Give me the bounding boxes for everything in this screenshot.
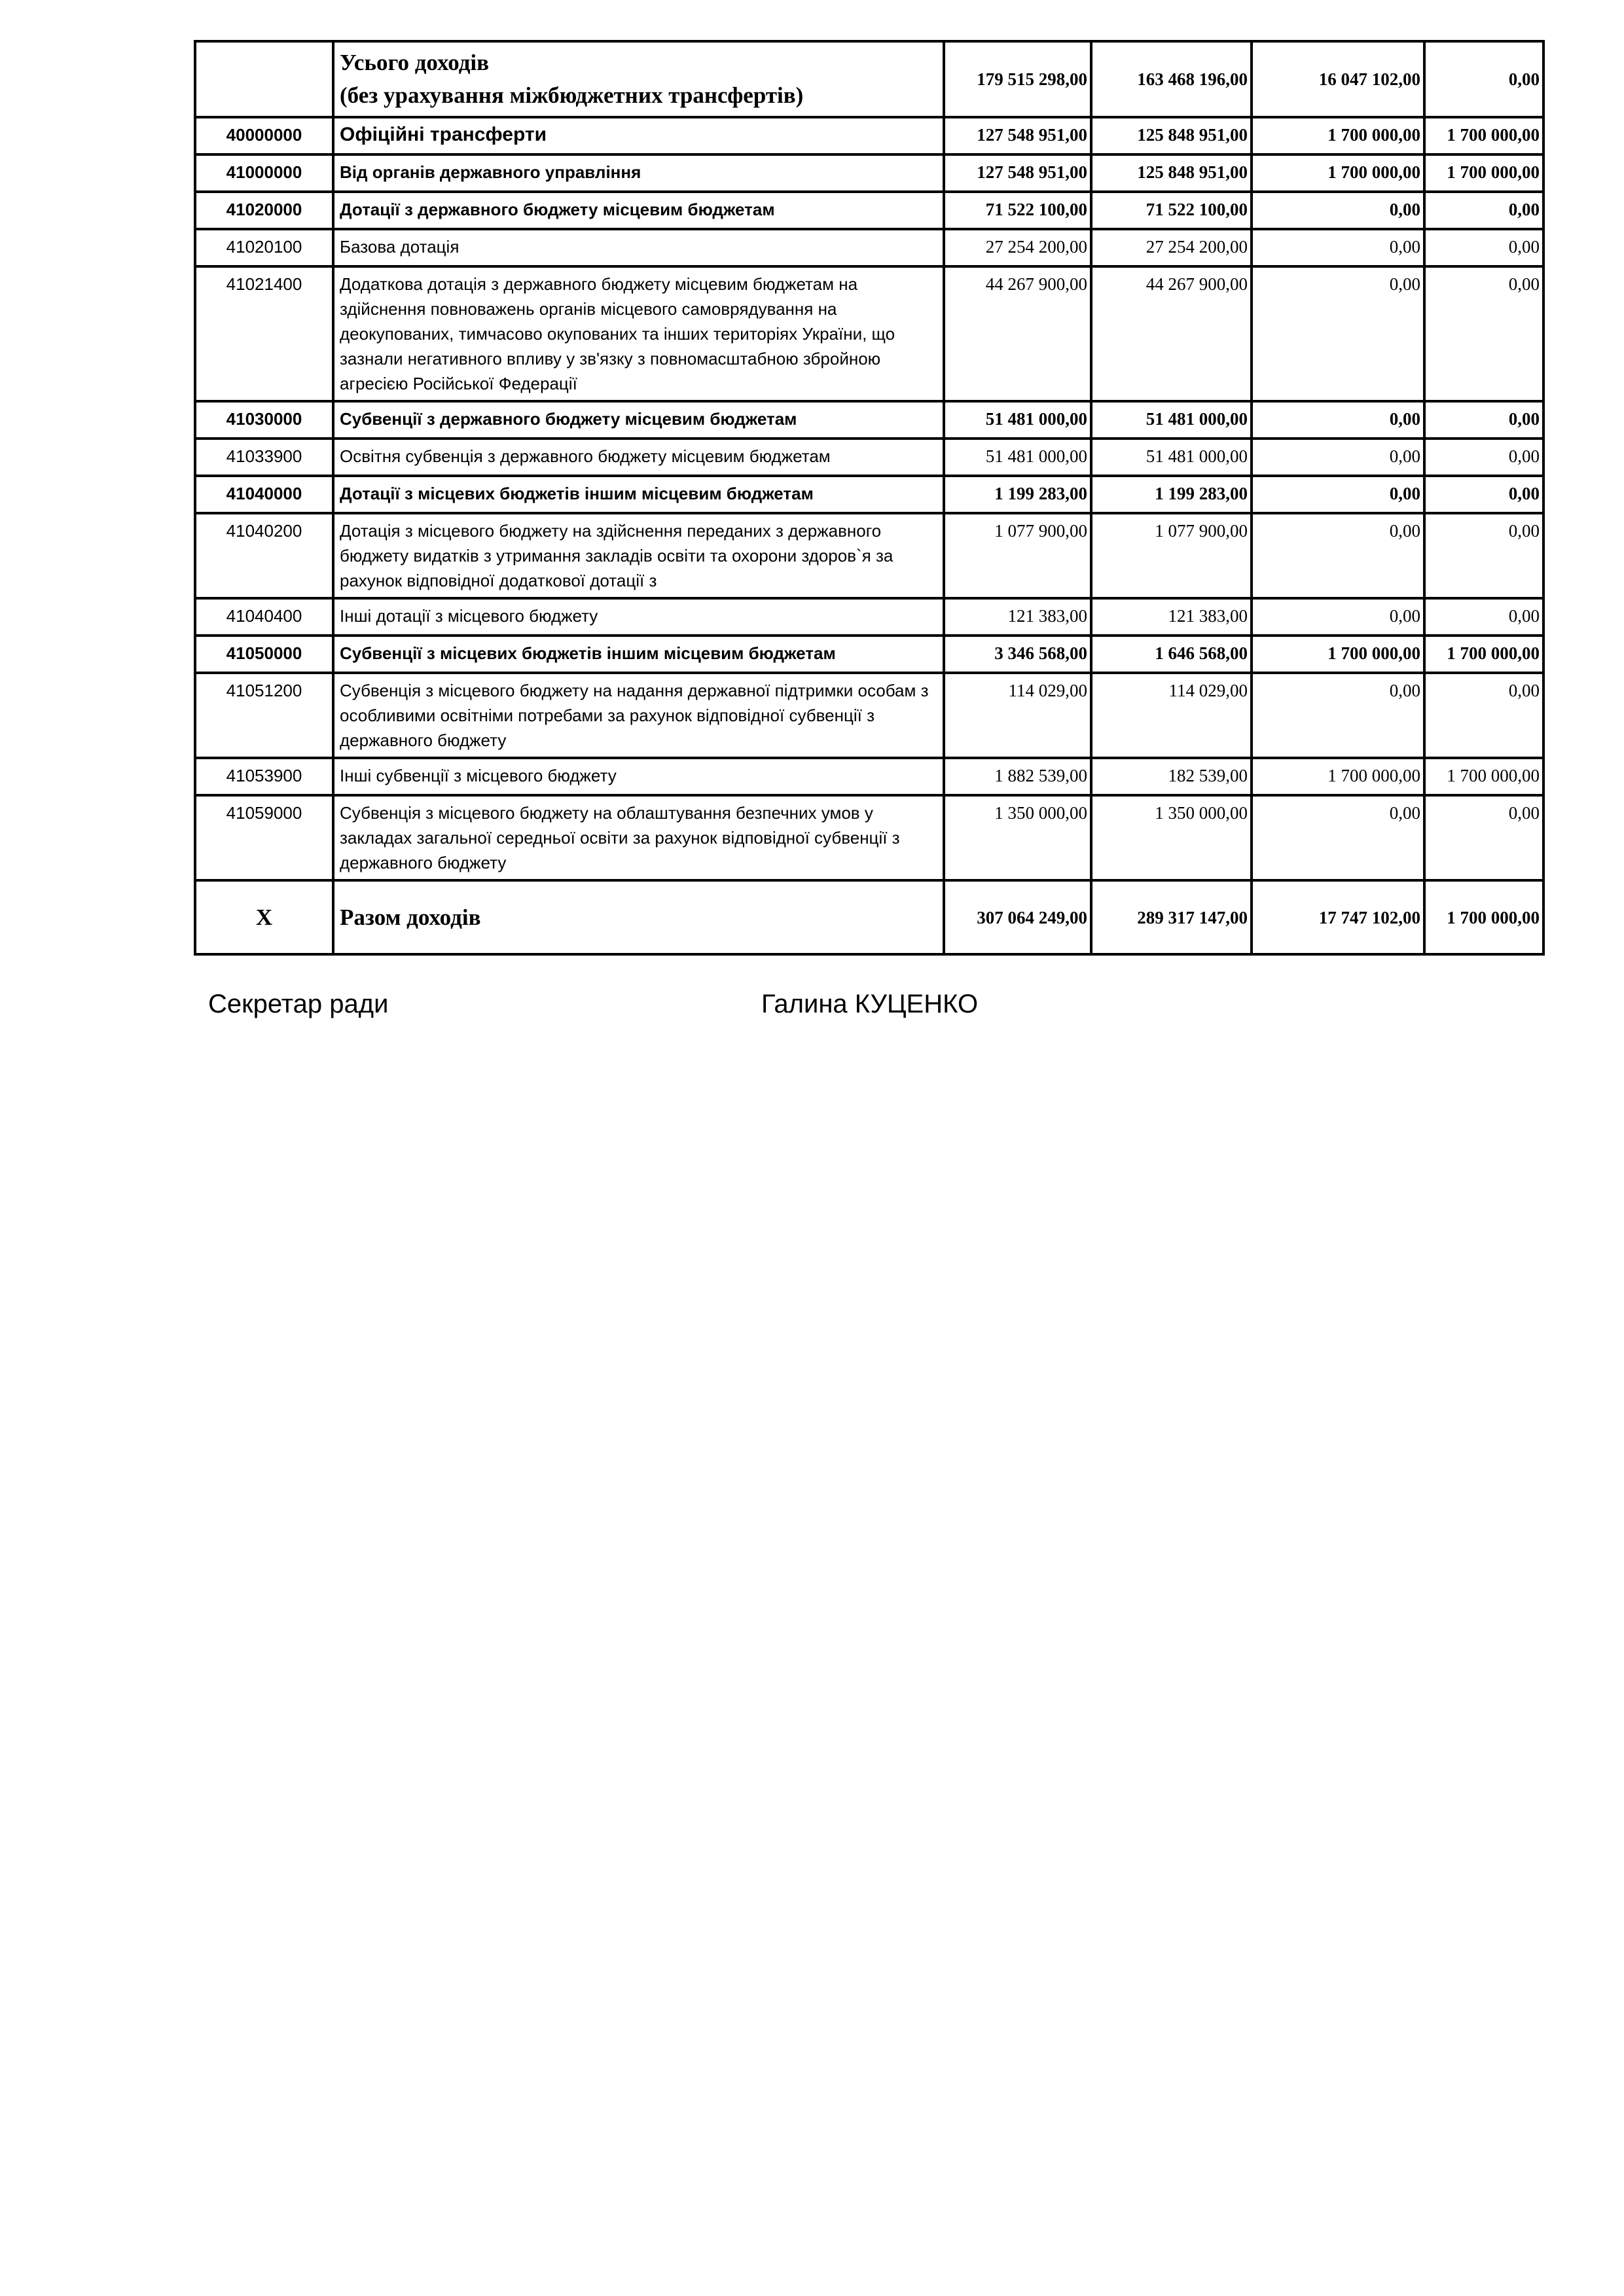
row-special-fund: 0,00	[1252, 513, 1424, 598]
row-special-fund: 1 700 000,00	[1252, 758, 1424, 795]
row-special-fund: 1 700 000,00	[1252, 154, 1424, 192]
row-general-fund: 1 646 568,00	[1091, 636, 1252, 673]
row-special-fund: 0,00	[1252, 476, 1424, 513]
row-name: Офіційні трансферти	[333, 117, 944, 154]
row-name-line1: Усього доходів	[340, 50, 490, 75]
row-total: 114 029,00	[944, 673, 1091, 758]
row-special-fund: 17 747 102,00	[1252, 880, 1424, 954]
row-general-fund: 125 848 951,00	[1091, 154, 1252, 192]
row-total: 307 064 249,00	[944, 880, 1091, 954]
row-code: 41021400	[195, 266, 333, 401]
row-name-line2: (без урахування міжбюджетних трансфертів)	[340, 82, 804, 108]
row-special-fund: 0,00	[1252, 266, 1424, 401]
row-total: 44 267 900,00	[944, 266, 1091, 401]
table-row	[195, 439, 1543, 476]
row-special-fund: 1 700 000,00	[1252, 117, 1424, 154]
signature-name: Галина КУЦЕНКО	[761, 990, 979, 1018]
row-development-budget: 1 700 000,00	[1424, 636, 1543, 673]
row-name: Дотації з місцевих бюджетів іншим місцевим бюджетам	[333, 476, 944, 513]
table-row	[195, 673, 1543, 758]
row-general-fund: 1 077 900,00	[1091, 513, 1252, 598]
row-code: 41030000	[195, 401, 333, 439]
row-general-fund: 51 481 000,00	[1091, 401, 1252, 439]
row-development-budget: 0,00	[1424, 795, 1543, 880]
row-special-fund: 0,00	[1252, 598, 1424, 636]
row-code: 41040400	[195, 598, 333, 636]
row-general-fund: 163 468 196,00	[1091, 41, 1252, 117]
row-name: Субвенція з місцевого бюджету на надання державної підтримки особам з особливими освітніми потребами за рахунок відповідної субвенції з державного бюджету	[333, 673, 944, 758]
table-row	[195, 192, 1543, 229]
row-name: Від органів державного управління	[333, 154, 944, 192]
row-total: 121 383,00	[944, 598, 1091, 636]
table-row	[195, 229, 1543, 266]
row-general-fund: 1 199 283,00	[1091, 476, 1252, 513]
row-code: 41053900	[195, 758, 333, 795]
row-development-budget: 0,00	[1424, 476, 1543, 513]
row-general-fund: 121 383,00	[1091, 598, 1252, 636]
row-total: 51 481 000,00	[944, 439, 1091, 476]
table-row	[195, 636, 1543, 673]
row-general-fund: 125 848 951,00	[1091, 117, 1252, 154]
row-name: Субвенції з місцевих бюджетів іншим місцевим бюджетам	[333, 636, 944, 673]
row-code: 41051200	[195, 673, 333, 758]
row-development-budget: 0,00	[1424, 401, 1543, 439]
row-name: Субвенція з місцевого бюджету на облаштування безпечних умов у закладах загальної середньої освіти за рахунок відповідної субвенції з державного бюджету	[333, 795, 944, 880]
row-code: 40000000	[195, 117, 333, 154]
table-row	[195, 598, 1543, 636]
row-development-budget: 0,00	[1424, 41, 1543, 117]
row-special-fund: 0,00	[1252, 795, 1424, 880]
row-code: 41059000	[195, 795, 333, 880]
row-development-budget: 0,00	[1424, 513, 1543, 598]
row-total: 1 199 283,00	[944, 476, 1091, 513]
row-development-budget: 0,00	[1424, 229, 1543, 266]
row-code: 41000000	[195, 154, 333, 192]
row-name: Базова дотація	[333, 229, 944, 266]
table-row	[195, 401, 1543, 439]
row-total: 1 077 900,00	[944, 513, 1091, 598]
row-total: 3 346 568,00	[944, 636, 1091, 673]
row-total: 127 548 951,00	[944, 154, 1091, 192]
row-name: Дотація з місцевого бюджету на здійснення переданих з державного бюджету видатків з утримання закладів освіти та охорони здоров`я за рахунок відповідної додаткової дотації з	[333, 513, 944, 598]
row-general-fund: 27 254 200,00	[1091, 229, 1252, 266]
row-development-budget: 0,00	[1424, 266, 1543, 401]
row-name: Разом доходів	[333, 880, 944, 954]
row-code	[195, 41, 333, 117]
row-special-fund: 0,00	[1252, 401, 1424, 439]
row-development-budget: 0,00	[1424, 439, 1543, 476]
row-general-fund: 182 539,00	[1091, 758, 1252, 795]
row-general-fund: 44 267 900,00	[1091, 266, 1252, 401]
table-row	[195, 266, 1543, 401]
row-general-fund: 114 029,00	[1091, 673, 1252, 758]
row-special-fund: 0,00	[1252, 673, 1424, 758]
row-name: Дотації з державного бюджету місцевим бюджетам	[333, 192, 944, 229]
row-total: 1 882 539,00	[944, 758, 1091, 795]
budget-revenue-table	[194, 40, 1545, 956]
row-name: Освітня субвенція з державного бюджету місцевим бюджетам	[333, 439, 944, 476]
table-row	[195, 513, 1543, 598]
row-code: 41050000	[195, 636, 333, 673]
row-general-fund: 289 317 147,00	[1091, 880, 1252, 954]
row-code: 41020100	[195, 229, 333, 266]
row-name: Інші субвенції з місцевого бюджету	[333, 758, 944, 795]
row-development-budget: 1 700 000,00	[1424, 117, 1543, 154]
row-code: 41020000	[195, 192, 333, 229]
row-total: 1 350 000,00	[944, 795, 1091, 880]
signature-position: Секретар ради	[208, 990, 389, 1018]
row-development-budget: 0,00	[1424, 192, 1543, 229]
row-general-fund: 71 522 100,00	[1091, 192, 1252, 229]
row-code: Х	[195, 880, 333, 954]
row-code: 41040000	[195, 476, 333, 513]
row-general-fund: 51 481 000,00	[1091, 439, 1252, 476]
row-name: Інші дотації з місцевого бюджету	[333, 598, 944, 636]
row-general-fund: 1 350 000,00	[1091, 795, 1252, 880]
table-row	[195, 880, 1543, 954]
row-development-budget: 0,00	[1424, 598, 1543, 636]
row-total: 71 522 100,00	[944, 192, 1091, 229]
row-special-fund: 16 047 102,00	[1252, 41, 1424, 117]
table-row	[195, 117, 1543, 154]
table-row	[195, 758, 1543, 795]
row-development-budget: 1 700 000,00	[1424, 154, 1543, 192]
row-development-budget: 0,00	[1424, 673, 1543, 758]
row-total: 51 481 000,00	[944, 401, 1091, 439]
row-special-fund: 0,00	[1252, 229, 1424, 266]
row-name: Додаткова дотація з державного бюджету місцевим бюджетам на здійснення повноважень органів місцевого самоврядування на деокупованих, тимчасово окупованих та інших територіях України, що зазнали негативного впливу у зв'язку з повномасштабною збройною агресією Російської Федерації	[333, 266, 944, 401]
row-special-fund: 0,00	[1252, 439, 1424, 476]
row-name	[333, 41, 944, 117]
row-code: 41033900	[195, 439, 333, 476]
row-total: 179 515 298,00	[944, 41, 1091, 117]
table-row	[195, 476, 1543, 513]
table-row	[195, 154, 1543, 192]
row-total: 27 254 200,00	[944, 229, 1091, 266]
row-development-budget: 1 700 000,00	[1424, 880, 1543, 954]
row-total: 127 548 951,00	[944, 117, 1091, 154]
row-special-fund: 0,00	[1252, 192, 1424, 229]
row-code: 41040200	[195, 513, 333, 598]
row-name: Субвенції з державного бюджету місцевим бюджетам	[333, 401, 944, 439]
row-development-budget: 1 700 000,00	[1424, 758, 1543, 795]
table-row	[195, 795, 1543, 880]
table-row	[195, 41, 1543, 117]
row-special-fund: 1 700 000,00	[1252, 636, 1424, 673]
